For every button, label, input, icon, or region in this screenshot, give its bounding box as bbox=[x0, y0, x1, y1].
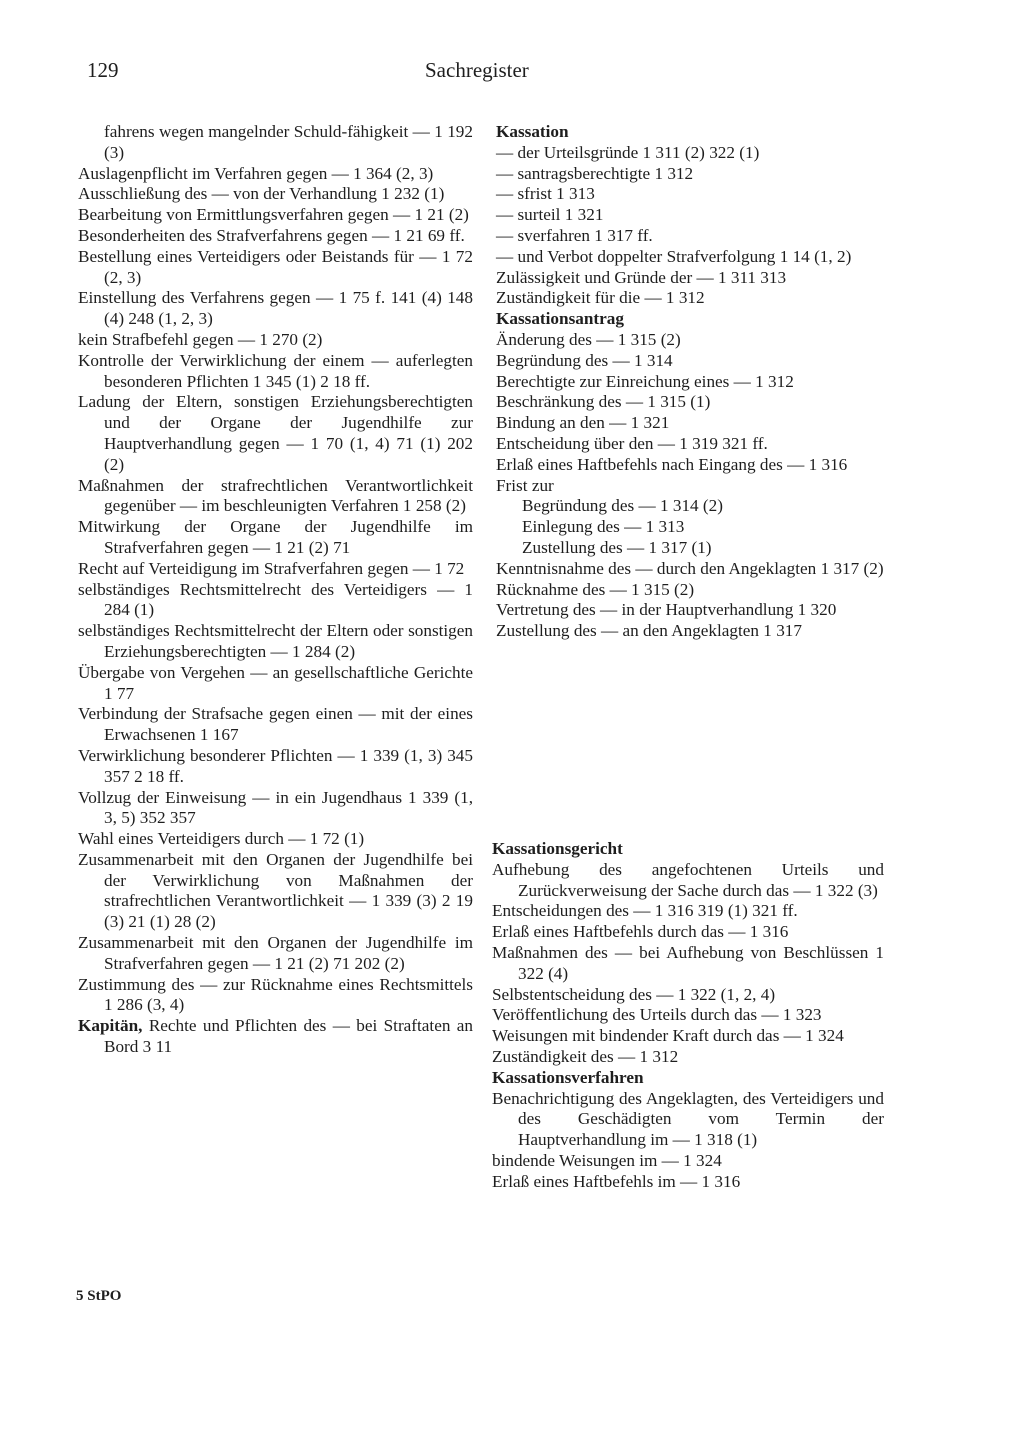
index-entry-text: Verwirklichung besonderer Pflichten — 1 339 (1, 3) 345 357 2 18 ff. bbox=[78, 745, 473, 786]
index-entry bbox=[78, 184, 473, 205]
index-entry bbox=[492, 1047, 884, 1068]
index-entry bbox=[492, 860, 884, 902]
index-entry bbox=[78, 975, 473, 1017]
index-entry bbox=[78, 746, 473, 788]
index-entry bbox=[496, 621, 888, 642]
index-entry-text: Weisungen mit bindender Kraft durch das — 1 324 bbox=[492, 1026, 844, 1046]
index-entry-text: — santragsberechtigte 1 312 bbox=[496, 163, 694, 183]
index-entry bbox=[78, 1016, 473, 1058]
index-entry-text: — der Urteilsgründe 1 311 (2) 322 (1) bbox=[496, 142, 760, 162]
index-headword: Kassationsgericht bbox=[492, 839, 623, 858]
index-entry bbox=[496, 330, 888, 351]
index-entry-text: Verbindung der Strafsache gegen einen — mit der eines Erwachsenen 1 167 bbox=[78, 704, 473, 745]
index-entry bbox=[496, 476, 888, 497]
index-entry bbox=[496, 580, 888, 601]
index-headword: Kassationsverfahren bbox=[492, 1067, 644, 1087]
index-headword: Kassation bbox=[496, 122, 569, 141]
index-entry-text: Aufhebung des angefochtenen Urteils und Zurückverweisung der Sache durch das — 1 322 (3) bbox=[492, 859, 884, 900]
index-entry-text: Maßnahmen der strafrechtlichen Verantwortlichkeit gegenüber — im beschleunigten Verfahren 1 258 (2) bbox=[78, 475, 473, 516]
index-entry bbox=[496, 496, 888, 517]
index-entry-text: Einstellung des Verfahrens gegen — 1 75 f. 141 (4) 148 (4) 248 (1, 2, 3) bbox=[78, 288, 473, 329]
index-entry bbox=[496, 143, 888, 164]
index-entry-text: Zustellung des — an den Angeklagten 1 317 bbox=[496, 621, 802, 641]
index-entry-text: — und Verbot doppelter Strafverfolgung 1 14 (1, 2) bbox=[496, 246, 852, 266]
index-entry bbox=[496, 517, 888, 538]
page-number: 129 bbox=[87, 58, 119, 82]
index-entry bbox=[496, 351, 888, 372]
index-entry-text: kein Strafbefehl gegen — 1 270 (2) bbox=[78, 329, 323, 349]
index-entry-text: Erlaß eines Haftbefehls durch das — 1 316 bbox=[492, 922, 789, 942]
index-entry bbox=[496, 392, 888, 413]
index-entry bbox=[496, 434, 888, 455]
index-entry bbox=[496, 184, 888, 205]
index-entry-text: Zuständigkeit des — 1 312 bbox=[492, 1046, 679, 1066]
index-entry bbox=[78, 226, 473, 247]
index-entry-text: Begründung des — 1 314 bbox=[496, 350, 673, 370]
index-entry-text: Zustellung des — 1 317 (1) bbox=[522, 537, 712, 557]
index-entry-text: Zustimmung des — zur Rücknahme eines Rechtsmittels 1 286 (3, 4) bbox=[78, 974, 473, 1015]
index-entry-text: — sverfahren 1 317 ff. bbox=[496, 225, 653, 245]
sheet-signature: 5 StPO bbox=[76, 1288, 122, 1304]
index-entry-text: Mitwirkung der Organe der Jugendhilfe im Strafverfahren gegen — 1 21 (2) 71 bbox=[78, 517, 473, 557]
index-entry bbox=[492, 922, 884, 943]
index-entry bbox=[496, 268, 888, 289]
index-entry-text: Zusammenarbeit mit den Organen der Jugendhilfe bei der Verwirklichung von Maßnahmen der strafrechtlichen Verantwortlichkeit — 1 339 (3) 2 19 (3) 21 (1) 28 (2) bbox=[78, 849, 473, 932]
index-entry-text: Wahl eines Verteidigers durch — 1 72 (1) bbox=[78, 829, 365, 849]
index-entry-text: — surteil 1 321 bbox=[496, 205, 604, 225]
index-entry bbox=[492, 985, 884, 1006]
index-entry bbox=[78, 517, 473, 559]
index-entry bbox=[78, 205, 473, 226]
page-title: Sachregister bbox=[425, 58, 529, 82]
index-entry-text: Maßnahmen des — bei Aufhebung von Beschlüssen 1 322 (4) bbox=[492, 942, 884, 983]
index-entry bbox=[496, 205, 888, 226]
index-entry bbox=[78, 351, 473, 393]
index-entry bbox=[496, 413, 888, 434]
index-entry bbox=[496, 226, 888, 247]
index-entry-text: Berechtigte zur Einreichung eines — 1 312 bbox=[496, 371, 794, 391]
index-entry bbox=[492, 1089, 884, 1151]
index-entry bbox=[492, 901, 884, 922]
index-entry-text: Auslagenpflicht im Verfahren gegen — 1 364 (2, 3) bbox=[78, 163, 434, 183]
index-entry-text: Beschränkung des — 1 315 (1) bbox=[496, 392, 711, 412]
index-entry-text: Zulässigkeit und Gründe der — 1 311 313 bbox=[496, 267, 787, 287]
index-headword: Kassationsantrag bbox=[496, 309, 624, 329]
index-entry-text: Frist zur bbox=[496, 475, 554, 495]
index-entry-text: — sfrist 1 313 bbox=[496, 184, 595, 204]
index-entry bbox=[496, 247, 888, 268]
index-entry bbox=[496, 559, 888, 580]
index-entry-text: Einlegung des — 1 313 bbox=[522, 517, 685, 537]
index-entry-text: Erlaß eines Haftbefehls nach Eingang des — 1 316 bbox=[496, 454, 848, 474]
index-entry bbox=[78, 933, 473, 975]
index-entry bbox=[78, 829, 473, 850]
index-entry-text: Selbstentscheidung des — 1 322 (1, 2, 4) bbox=[492, 984, 776, 1004]
index-headword: Kapitän, bbox=[78, 1016, 143, 1036]
index-entry-text: Recht auf Verteidigung im Strafverfahren gegen — 1 72 bbox=[78, 558, 465, 578]
index-entry bbox=[78, 621, 473, 663]
index-entry bbox=[78, 580, 473, 622]
index-entry bbox=[492, 1172, 884, 1193]
index-entry bbox=[492, 1151, 884, 1172]
index-entry-text: Entscheidung über den — 1 319 321 ff. bbox=[496, 433, 768, 453]
index-entry-text: Zuständigkeit für die — 1 312 bbox=[496, 288, 705, 308]
index-entry-text: Vollzug der Einweisung — in ein Jugendhaus 1 339 (1, 3, 5) 352 357 bbox=[78, 787, 473, 828]
index-entry bbox=[78, 663, 473, 705]
index-entry bbox=[78, 392, 473, 475]
page-header bbox=[0, 58, 1024, 92]
index-entry-text: Rücknahme des — 1 315 (2) bbox=[496, 579, 695, 599]
index-entry bbox=[78, 476, 473, 518]
index-column-right-lower bbox=[492, 839, 884, 1193]
index-entry-text: fahrens wegen mangelnder Schuld-fähigkeit — 1 192 (3) bbox=[104, 122, 473, 162]
index-entry-text: Kontrolle der Verwirklichung der einem — auferlegten besonderen Pflichten 1 345 (1) 2 18 ff. bbox=[78, 350, 473, 391]
index-entry bbox=[78, 559, 473, 580]
index-entry bbox=[78, 247, 473, 289]
index-column-left bbox=[78, 122, 473, 1058]
index-entry-text: Begründung des — 1 314 (2) bbox=[522, 496, 723, 516]
index-entry bbox=[78, 164, 473, 185]
index-entry bbox=[496, 164, 888, 185]
index-entry bbox=[78, 788, 473, 830]
index-entry-text: Änderung des — 1 315 (2) bbox=[496, 329, 681, 349]
index-entry-text: bindende Weisungen im — 1 324 bbox=[492, 1150, 722, 1170]
index-entry-text: selbständiges Rechtsmittelrecht der Eltern oder sonstigen Erziehungsberechtigten — 1 284 (2) bbox=[78, 621, 473, 661]
index-entry-text: Besonderheiten des Strafverfahrens gegen — 1 21 69 ff. bbox=[78, 225, 465, 245]
index-entry-text: Kenntnisnahme des — durch den Angeklagten 1 317 (2) bbox=[496, 558, 884, 578]
index-entry bbox=[492, 1005, 884, 1026]
index-entry bbox=[492, 1026, 884, 1047]
index-entry-text: Erlaß eines Haftbefehls im — 1 316 bbox=[492, 1171, 741, 1191]
index-entry-text: Ladung der Eltern, sonstigen Erziehungsberechtigten und der Organe der Jugendhilfe zur Hauptverhandlung gegen — 1 70 (1, 4) 71 (1) 202 (2) bbox=[78, 392, 473, 474]
index-entry-text: Bestellung eines Verteidigers oder Beistands für — 1 72 (2, 3) bbox=[78, 246, 473, 287]
index-entry-text: Bearbeitung von Ermittlungsverfahren gegen — 1 21 (2) bbox=[78, 205, 469, 225]
index-entry bbox=[78, 122, 473, 164]
index-entry bbox=[496, 372, 888, 393]
index-entry-text: Übergabe von Vergehen — an gesellschaftliche Gerichte 1 77 bbox=[78, 662, 473, 703]
index-entry bbox=[78, 850, 473, 933]
index-entry bbox=[496, 538, 888, 559]
index-entry-text: Rechte und Pflichten des — bei Straftaten an Bord 3 11 bbox=[104, 1016, 473, 1057]
index-entry-text: Benachrichtigung des Angeklagten, des Verteidigers und des Geschädigten vom Termin der Hauptverhandlung im — 1 318 (1) bbox=[492, 1088, 884, 1150]
index-entry bbox=[496, 455, 888, 476]
index-entry-text: Vertretung des — in der Hauptverhandlung 1 320 bbox=[496, 600, 837, 620]
index-column-right bbox=[496, 122, 888, 642]
index-entry bbox=[496, 288, 888, 309]
index-entry bbox=[496, 600, 888, 621]
index-entry-text: Bindung an den — 1 321 bbox=[496, 413, 670, 433]
index-entry-text: Veröffentlichung des Urteils durch das — 1 323 bbox=[492, 1005, 822, 1025]
index-entry bbox=[492, 943, 884, 985]
index-entry-text: Zusammenarbeit mit den Organen der Jugendhilfe im Strafverfahren gegen — 1 21 (2) 71 202 (2) bbox=[78, 933, 473, 973]
index-entry-text: selbständiges Rechtsmittelrecht des Verteidigers — 1 284 (1) bbox=[78, 579, 473, 620]
index-entry bbox=[78, 704, 473, 746]
index-entry bbox=[78, 288, 473, 330]
index-entry bbox=[78, 330, 473, 351]
index-entry-text: Entscheidungen des — 1 316 319 (1) 321 ff. bbox=[492, 901, 798, 921]
index-entry-text: Ausschließung des — von der Verhandlung 1 232 (1) bbox=[78, 184, 445, 204]
